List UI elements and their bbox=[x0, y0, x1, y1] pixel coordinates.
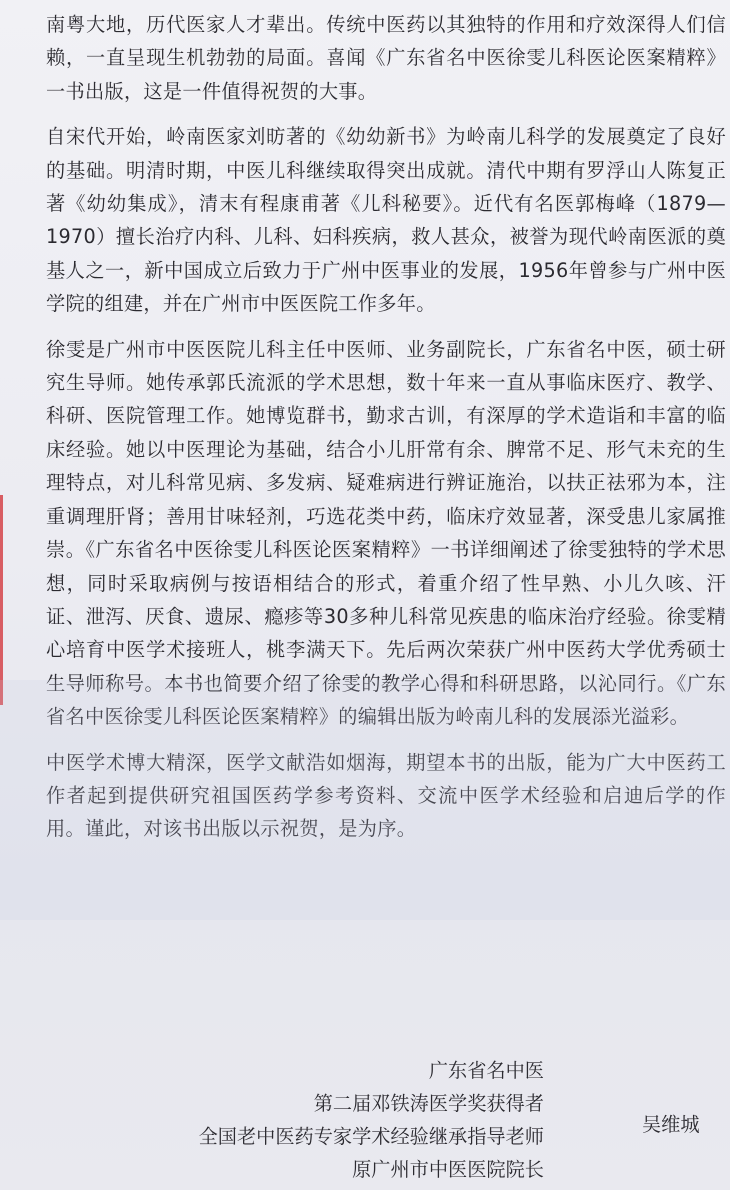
signature-block bbox=[0, 1056, 730, 1190]
preface-body bbox=[46, 8, 726, 858]
signature-title: 第二届邓铁涛医学奖获得者 bbox=[313, 1092, 544, 1115]
paragraph-xu-wen: 徐雯是广州市中医医院儿科主任中医师、业务副院长，广东省名中医，硕士研究生导师。她传承郭氏流派的学术思想，数十年来一直从事临床医疗、教学、科研、医院管理工作。她博览群书，勤求古训，有深厚的学术造诣和丰富的临床经验。她以中医理论为基础，结合小儿肝常有余、脾常不足、形气未充的生理特点，对儿科常见病、多发病、疑难病进行辨证施治，以扶正祛邪为本，注重调理肝肾；善用甘味轻剂，巧选花类中药，临床疗效显著，深受患儿家属推崇。《广东省名中医徐雯儿科医论医案精粹》一书详细阐述了徐雯独特的学术思想，同时采取病例与按语相结合的形式，着重介绍了性早熟、小儿久咳、汗证、泄泻、厌食、遗尿、瘾疹等30多种儿科常见疾患的临床治疗经验。徐雯精心培育中医学术接班人，桃李满天下。先后两次荣获广州中医药大学优秀硕士生导师称号。本书也简要介绍了徐雯的教学心得和科研思路，以沁同行。《广东省名中医徐雯儿科医论医案精粹》的编辑出版为岭南儿科的发展添光溢彩。 bbox=[46, 337, 726, 729]
signature-name: 吴维城 bbox=[642, 1113, 700, 1136]
paragraph-intro: 南粤大地，历代医家人才辈出。传统中医药以其独特的作用和疗效深得人们信赖，一直呈现生机勃勃的局面。喜闻《广东省名中医徐雯儿科医论医案精粹》一书出版，这是一件值得祝贺的大事。 bbox=[46, 13, 726, 103]
signature-title: 广东省名中医 bbox=[428, 1059, 544, 1082]
paragraph-closing: 中医学术博大精深，医学文献浩如烟海，期望本书的出版，能为广大中医药工作者起到提供研究祖国医药学参考资料、交流中医学术经验和启迪后学的作用。谨此，对该书出版以示祝贺，是为序。 bbox=[46, 750, 726, 841]
page-edge-mark bbox=[0, 495, 3, 705]
signature-title: 全国老中医药专家学术经验继承指导老师 bbox=[198, 1125, 544, 1148]
signature-title: 原广州市中医医院院长 bbox=[352, 1158, 544, 1181]
paragraph-history: 自宋代开始，岭南医家刘昉著的《幼幼新书》为岭南儿科学的发展奠定了良好的基础。明清时期，中医儿科继续取得突出成就。清代中期有罗浮山人陈复正著《幼幼集成》，清末有程康甫著《儿科秘要》。近代有名医郭梅峰（1879—1970）擅长治疗内科、儿科、妇科疾病，救人甚众，被誉为现代岭南医派的奠基人之一，新中国成立后致力于广州中医事业的发展，1956年曾参与广州中医学院的组建，并在广州市中医医院工作多年。 bbox=[46, 125, 726, 316]
